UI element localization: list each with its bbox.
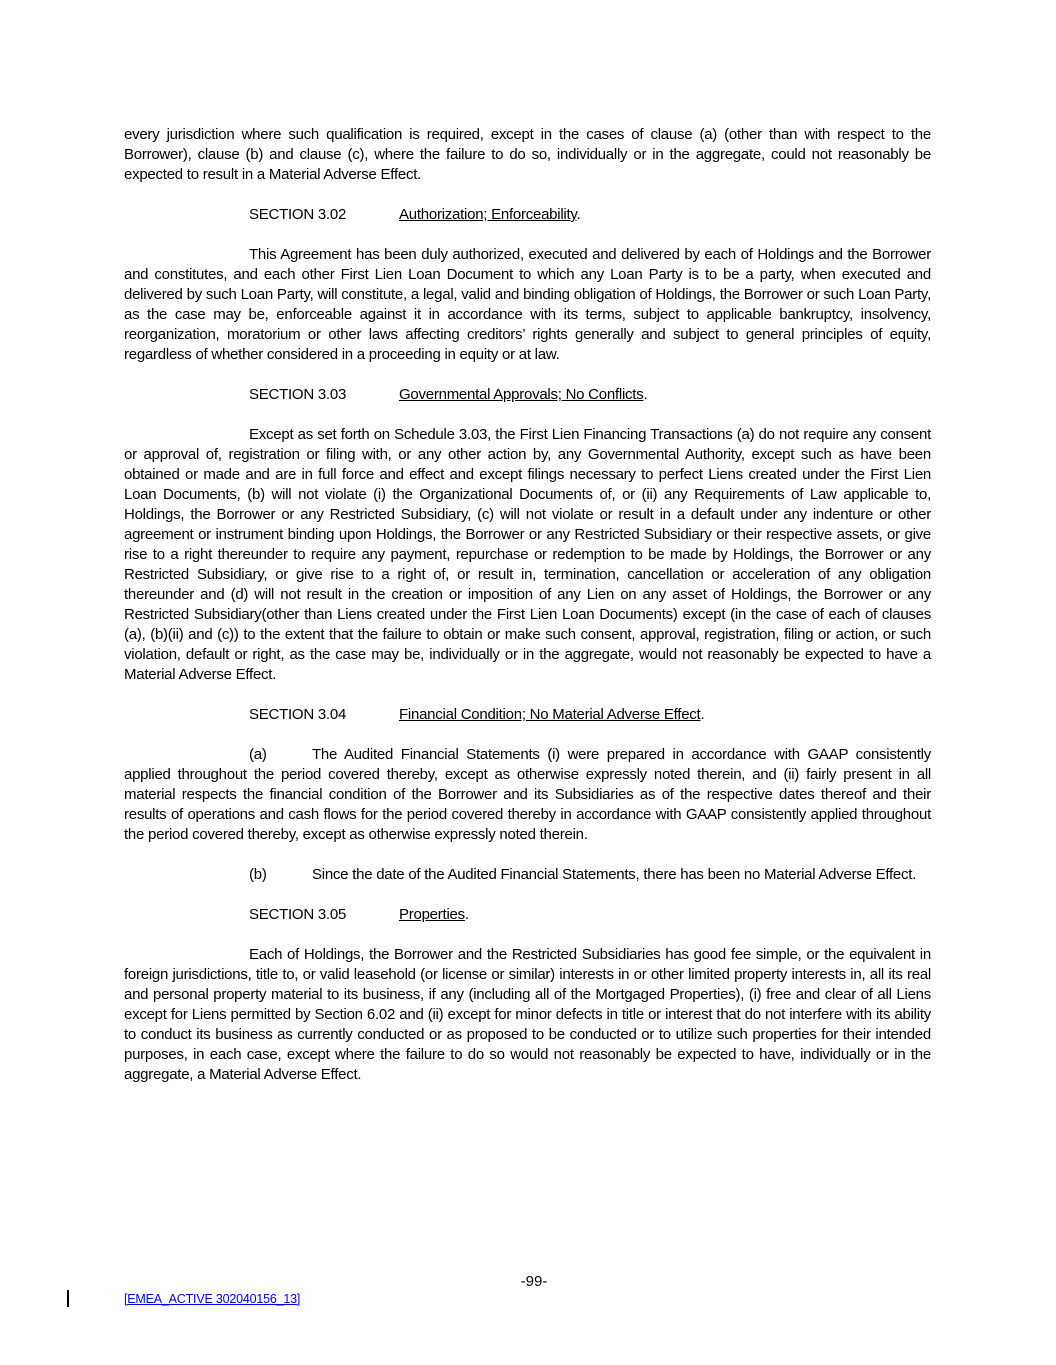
item-text: The Audited Financial Statements (i) were prepared in accordance with GAAP consistently applied throughout the period covered thereby, except as otherwise expressly noted therein, and (ii) fairly present in all material respects the financial condition of the Borrower and its Subsidiaries as of the respective dates thereof and their results of operations and cash flows for the period covered thereby in accordance with GAAP consistently applied throughout the period covered thereby, except as otherwise expressly noted therein. [124, 746, 931, 843]
section-heading-3-03: SECTION 3.03 Governmental Approvals; No Conflicts. [249, 386, 648, 403]
section-number: SECTION 3.03 [249, 386, 347, 403]
document-reference-link[interactable]: [EMEA_ACTIVE 302040156_13] [124, 1292, 301, 1306]
change-bar [67, 1290, 69, 1307]
section-heading-3-02: SECTION 3.02 Authorization; Enforceability. [249, 206, 581, 223]
section-title: Authorization; Enforceability [399, 206, 577, 223]
item-text: Since the date of the Audited Financial Statements, there has been no Material Adverse Effect. [312, 866, 917, 883]
section-title: Financial Condition; No Material Adverse Effect [399, 706, 701, 723]
intro-paragraph: every jurisdiction where such qualification is required, except in the cases of clause (a) (other than with respect to the Borrower), clause (b) and clause (c), where the failure to do so, individually or in the aggregate, could not reasonably be expected to result in a Material Adverse Effect. [124, 126, 931, 183]
item-label: (a) [249, 746, 267, 763]
section-title: Governmental Approvals; No Conflicts [399, 386, 644, 403]
section-heading-3-04: SECTION 3.04 Financial Condition; No Material Adverse Effect. [249, 706, 705, 723]
page-number: -99- [520, 1273, 548, 1290]
section-3-02-paragraph: This Agreement has been duly authorized, executed and delivered by each of Holdings and the Borrower and constitutes, and each other First Lien Loan Document to which any Loan Party is to be a party, when executed and delivered by such Loan Party, will constitute, a legal, valid and binding obligation of Holdings, the Borrower or such Loan Party, as the case may be, enforceable against it in accordance with its terms, subject to applicable bankruptcy, insolvency, reorganization, moratorium or other laws affecting creditors’ rights generally and subject to general principles of equity, regardless of whether considered in a proceeding in equity or at law. [124, 246, 931, 363]
section-title: Properties [399, 906, 465, 923]
section-number: SECTION 3.05 [249, 906, 347, 923]
document-page [124, 125, 931, 1105]
section-3-04-item-a [124, 745, 931, 845]
section-heading-3-05: SECTION 3.05 Properties. [249, 906, 469, 923]
section-3-03-paragraph: Except as set forth on Schedule 3.03, the First Lien Financing Transactions (a) do not require any consent or approval of, registration or filing with, or any other action by, any Governmental Authority, except such as have been obtained or made and are in full force and effect and except filings necessary to perfect Liens created under the First Lien Loan Documents, (b) will not violate (i) the Organizational Documents of, or (ii) any Requirements of Law applicable to, Holdings, the Borrower or any Restricted Subsidiary, (c) will not violate or result in a default under any indenture or other agreement or instrument binding upon Holdings, the Borrower or any Restricted Subsidiary or their respective assets, or give rise to a right thereunder to require any payment, repurchase or redemption to be made by Holdings, the Borrower or any Restricted Subsidiary, or give rise to a right of, or result in, termination, cancellation or acceleration of any obligation thereunder and (d) will not result in the creation or imposition of any Lien on any asset of Holdings, the Borrower or any Restricted Subsidiary(other than Liens created under the First Lien Loan Documents) except (in the case of each of clauses (a), (b)(ii) and (c)) to the extent that the failure to obtain or make such consent, approval, registration, filing or action, or such violation, default or right, as the case may be, individually or in the aggregate, would not reasonably be expected to have a Material Adverse Effect. [124, 426, 931, 683]
section-3-05-paragraph: Each of Holdings, the Borrower and the Restricted Subsidiaries has good fee simple, or the equivalent in foreign jurisdictions, title to, or valid leasehold (or license or similar) interests in or other limited property interests in, all its real and personal property material to its business, if any (including all of the Mortgaged Properties), (i) free and clear of all Liens except for Liens permitted by Section 6.02 and (ii) except for minor defects in title or interest that do not interfere with its ability to conduct its business as currently conducted or as proposed to be conducted or to utilize such properties for their intended purposes, in each case, except where the failure to do so would not reasonably be expected to have, individually or in the aggregate, a Material Adverse Effect. [124, 946, 931, 1083]
item-label: (b) [249, 866, 267, 883]
section-3-04-item-b [124, 865, 931, 885]
section-number: SECTION 3.02 [249, 206, 347, 223]
section-number: SECTION 3.04 [249, 706, 347, 723]
